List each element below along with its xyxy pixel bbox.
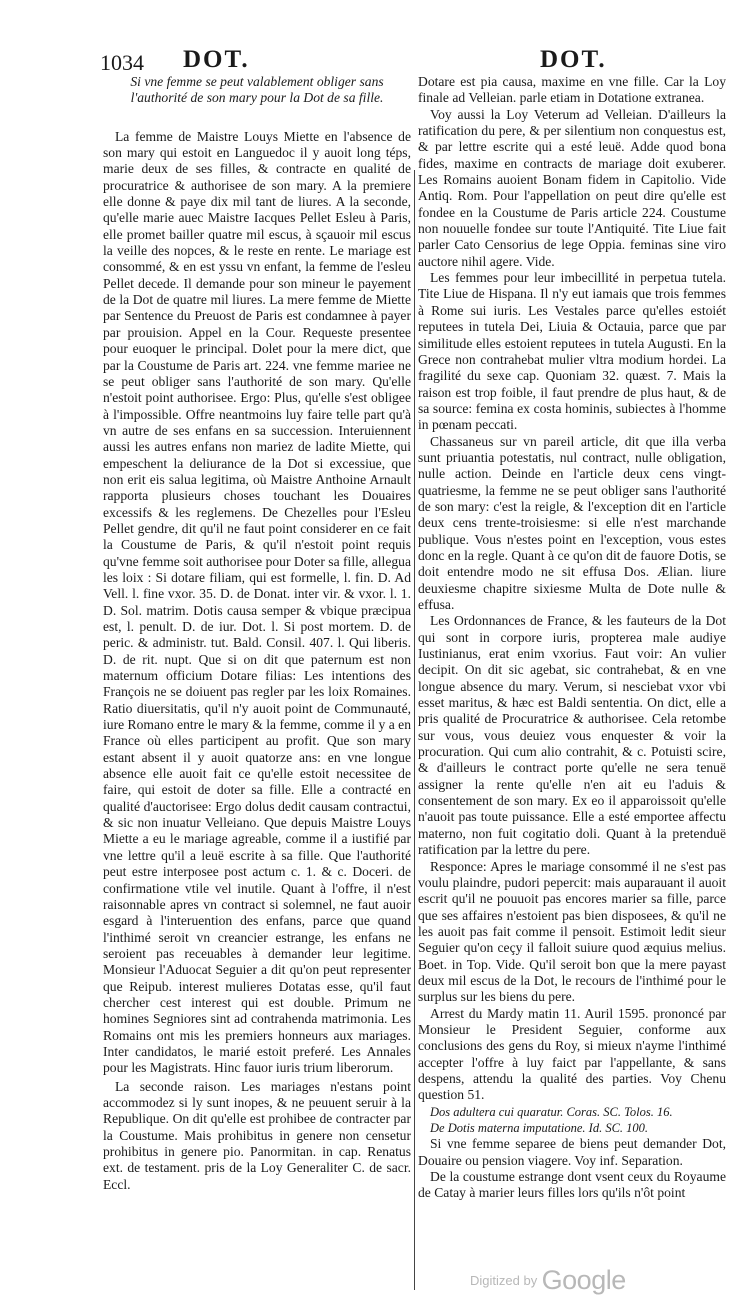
paragraph: Dos adultera cui quaratur. Coras. SC. Tolos. 16. (430, 1104, 673, 1119)
paragraph: La femme de Maistre Louys Miette en l'absence de son mary qui estoit en Languedoc il y auoit long téps, marie deux de ses filles, & contracte en qualité de procuratrice & authorisee de son mary. A la premiere elle donne & paye dix mil tant de liures. A la seconde, qu'elle marie auec Maistre Iacques Pellet Esleu à Paris, elle promet bailler quatre mil escus, à sçauoir mil escus la veille des nopces, & le reste en rente. Le mariage est consommé, & en est yssu vn enfant, la femme de l'esleu Pellet decede. Il demande pour son mineur le payement de la Dot de quatre mil liures. La mere femme de Miette par Sentence du Preuost de Paris est condamnee à payer par prouision. Appel en la Cour. Requeste presentee pour euoquer le principal. Dolet pour la mere dict, que par la Coustume de Paris art. 224. vne femme mariee ne se peut obliger sans l'authorité de son mary. Qu'elle n'estoit point authorisee. Ergo: Plus, qu'elle s'est obligee à l'impossible. Offre neantmoins luy faire telle part qu'à vn autre de ses enfans en sa succession. Interuiennent aussi les autres enfans non mariez de ladite Miette, qui empeschent la deliurance de la Dot si excessiue, que non erit eis salua legitima, où Maistre Anthoine Arnault rapporta plusieurs choses touchant les Douaires excessifs & les reglemens. De Chezelles pour l'Esleu Pellet gendre, dit qu'il ne faut point considerer en ce fait la Coustume de Paris, & qu'il n'estoit point requis qu'vne femme soit authorisee pour Doter sa fille, allegua les loix : Si dotare filiam, qui est formelle, l. fin. D. Ad Vell. l. fine vxor. 35. D. de Donat. inter vir. & vxor. l. 1. D. Sol. matrim. Dotis causa semper & vbique præcipua est, l. penult. D. de iur. Dot. l. Si post mortem. D. de peric. & administr. tut. Bald. Consil. 407. l. Qui liberis. D. de rit. nupt. Que si on dit que paternum est non maternum officium Dotare filias: Les intentions des François ne se doiuent pas regler par les loix Romaines. Ratio diuersitatis, qu'il n'y auoit point de Communauté, iure Romano entre le mary & la femme, comme il y a en France où elles participent au profit. Que son mary estant absent il y auoit quatorze ans: en vne longue absence elle auoit fait ce qu'elle estoit necessitee de faire, qui estoit de doter sa fille. Elle a contracté en qualité d'auctorisee: Ergo dolus dedit causam contractui, & sic non inuatur Velleiano. Que depuis Maistre Louys Miette a eu le mariage agreable, comme il a iustifié par vne lettre qu'il a leuë escrite à sa fille. Que l'authorité peut estre interposee post actum c. 1. & c. Doceri. de confirmatione vtile vel inutile. Quant à l'offre, il n'est raisonnable apres vn contract si solemnel, ne faut auoir esgard à l'interuention des enfans, parce que quand l'inthimé seroit vn creancier estrange, les enfans ne seroient pas receuables à demander leur legitime. Monsieur l'Aduocat Seguier a dit qu'on peut representer que Reipub. interest mulieres Dotatas esse, qu'il faut chercher cest interest qui est double. Primum ne homines Segniores sint ad contrahenda matrimonia. Les Romains ont mis les premiers honneurs aux mariages. Inter candidatos, le marié estoit preferé. Les Annales pour les Magistrats. Hinc fauor iuris trium liberorum. (103, 128, 411, 1076)
paragraph: Les Ordonnances de France, & les fauteurs de la Dot qui sont in corpore iuris, propterea male audiye Iustinianus, erat enim vxorius. Faut voir: An vulier decipit. On dit sic agebat, sic contrahebat, & en vne longue absence du mary. Verum, si nesciebat vxor vbi esset maritus, & hæc est Baldi sententia. On dict, elle a pris qualité de Procuratrice & authorisee. Cela retombe sur vous, vous deuiez vous enquester & voir la procuration. Qui cum alio contrahit, & c. Potuisti scire, & d'ailleurs le contract porte qu'elle ne sera tenuë assigner la rente qu'elle n'en ait eu l'aduis & consentement de son mary. Ex eo il apparoissoit qu'elle n'auoit pas toute puissance. Elle a esté emportee affectu materno, non fuit cogitatio doli. Quant à la pretenduë ratification par la lettre du pere. (418, 613, 726, 858)
watermark-digitized: Digitized by (470, 1273, 538, 1288)
paragraph: De Dotis materna imputatione. Id. SC. 100. (430, 1121, 649, 1135)
paragraph: Arrest du Mardy matin 11. Auril 1595. prononcé par Monsieur le President Seguier, conforme aux conclusions des gens du Roy, si mieux n'ayme l'inthimé accepter l'offre à luy faict par l'appellante, & sans despens, attendu la qualité des parties. Voy Chenu question 51. (418, 1005, 726, 1103)
running-head-left: DOT. (183, 46, 250, 73)
left-column (103, 74, 411, 1193)
paragraph: Les femmes pour leur imbecillité in perpetua tutela. Tite Liue de Hispana. Il n'y eut iamais que trois femmes à Rome sui iuris. Les Vestales parce qu'elles estoiét reputees in tutela Dei, Liuia & Octauia, parce que par similitude elles estoient reputees in tutela Augusti. En la Grece non contrahebat mulier vltra modium hordei. La fragilité du sexe cap. Quoniam 32. quæst. 7. Mais la raison est trop foible, il faut prendre de plus haut, & de sa source: femina ex costa hominis, subiectes à l'homme in pœnam peccati. (418, 270, 726, 433)
google-watermark (470, 1265, 626, 1296)
running-head-right: DOT. (540, 46, 607, 73)
column-divider (414, 170, 415, 1290)
paragraph: De la coustume estrange dont vsent ceux du Royaume de Catay à marier leurs filles lors qu'ils n'ôt point (418, 1169, 726, 1201)
paragraph: Si vne femme se peut valablement obliger sans l'authorité de son mary pour la Dot de sa fille. (130, 74, 384, 106)
paragraph: Si vne femme separee de biens peut demander Dot, Douaire ou pension viagere. Voy inf. Separation. (418, 1136, 726, 1168)
paragraph: Responce: Apres le mariage consommé il ne s'est pas voulu plaindre, pudori pepercit: mais auparauant il auoit escrit qu'il ne pouuoit pas encores marier sa fille, parce que ses affaires n'estoient pas bien disposees, & qu'il ne les auoit pas fait comme il pensoit. Estimoit ledit sieur Seguier qu'on ceçy il falloit suiure quod æquius melius. Boet. in Top. Vide. Qu'il seroit bon que la mere payast deux mil escus de la Dot, le recours de l'inthimé pour le surplus sur les biens du pere. (418, 858, 726, 1005)
paragraph: Dotare est pia causa, maxime en vne fille. Car la Loy finale ad Velleian. parle etiam in Dotatione extranea. (418, 74, 726, 106)
watermark-brand: Google (541, 1265, 626, 1295)
paragraph: La seconde raison. Les mariages n'estans point accommodez si ly sunt inopes, & ne peuuent seruir à la Republique. On dit qu'elle est prohibee de contracter par la Coustume. Mais prohibitus in genere non censetur prohibitus in genere pio. Panormitan. in cap. Renatus ext. de testament. pris de la Loy Generaliter C. de sacr. Eccl. (103, 1078, 411, 1192)
page-number: 1034 (100, 50, 144, 75)
paragraph: Voy aussi la Loy Veterum ad Velleian. D'ailleurs la ratification du pere, & per silentium non conquestus est, & par lettre escrite qui a esté leuë. Adde quod bona fides, maxime en contracts de mariage doit exuberer. Les Romains auoient Bonam fidem in Capitolio. Vide Antiq. Rom. Pour l'appellation on peut dire qu'elle est fondee en la Coustume de Paris article 224. Coustume non nouuelle fondee sur toute l'Antiquité. Tite Liue fait parler Cato Censorius de lege Oppia. feminas sine viro auctore nihil agere. Vide. (418, 106, 726, 269)
right-column (418, 74, 726, 1202)
paragraph: Chassaneus sur vn pareil article, dit que illa verba sunt priuantia potestatis, nul contract, nulle obligation, nulle action. Deinde en l'article deux cens vingt-quatriesme, la femme ne se peut obliger sans l'authorité de son mary: c'est la reigle, & l'exception dit en l'article deux cens trente-troisiesme: si elle n'est marchande publique. Vous n'estes point en l'exception, vous estes donc en la regle. Quant à ce qu'on dit de fauore Dotis, se doit entendre modo ne sit effusa Dos. Ælian. liure deuxiesme chapitre sixiesme Multa de Dote nulle & effusa. (418, 433, 726, 612)
